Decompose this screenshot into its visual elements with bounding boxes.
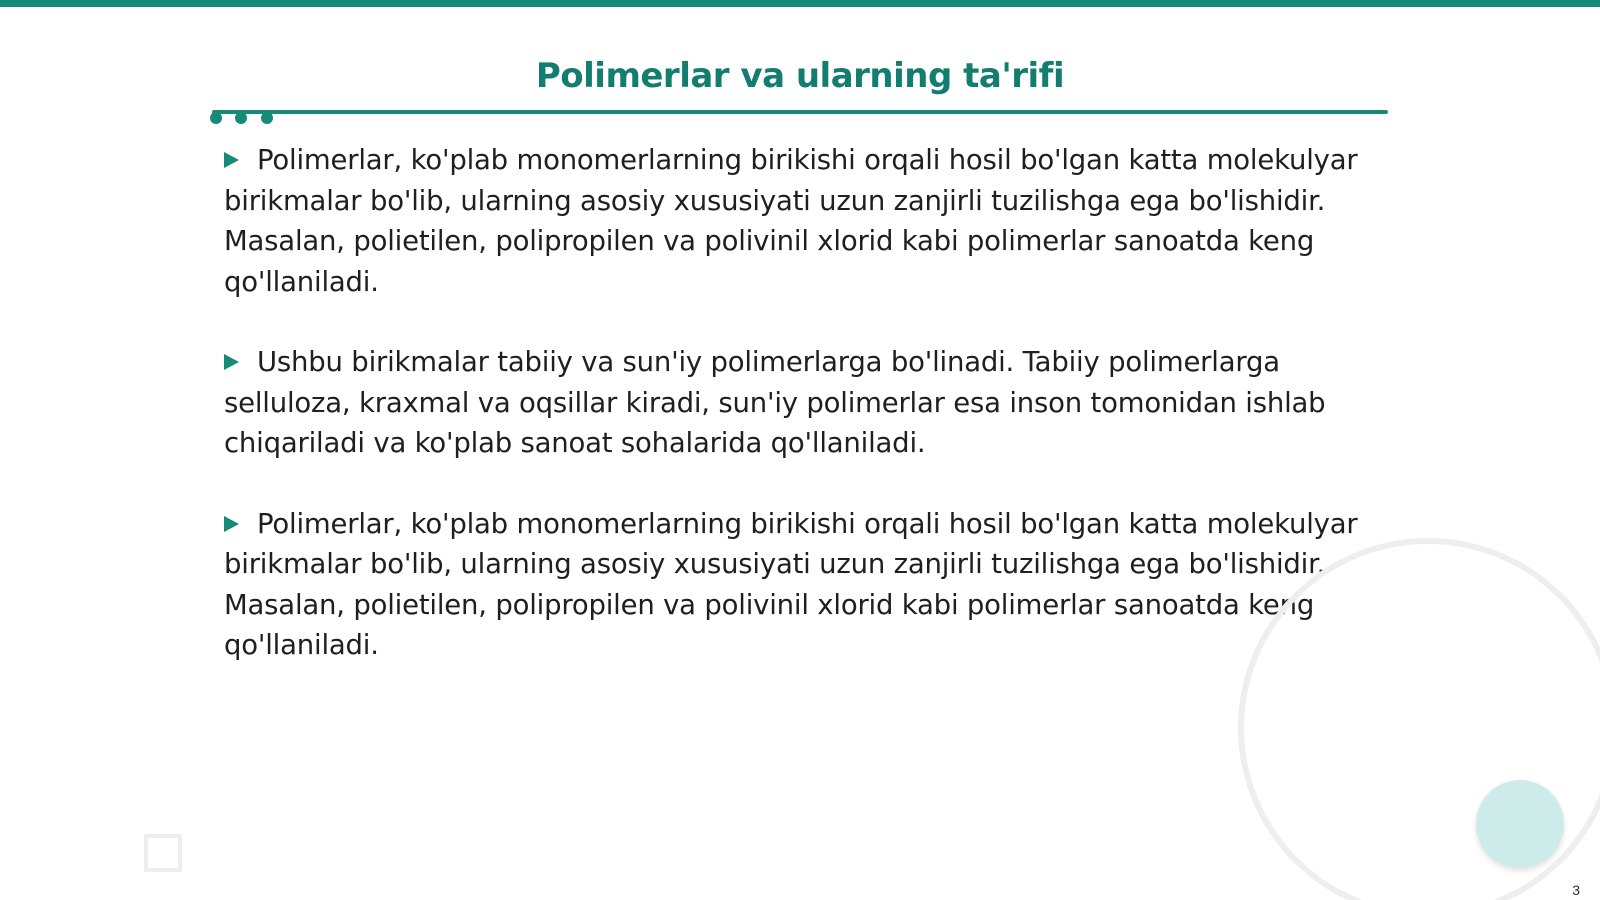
bullet-list (224, 140, 1364, 706)
bullet-item (224, 140, 1364, 302)
decorative-square (144, 834, 182, 872)
title-dot (261, 112, 273, 124)
bullet-text: Polimerlar, ko'plab monomerlarning birikishi orqali hosil bo'lgan katta molekulyar birikmalar bo'lib, ularning asosiy xususiyati uzun zanjirli tuzilishga ega bo'lishidir. Masalan, polietilen, polipropilen va polivinil xlorid kabi polimerlar sanoatda keng qo'llaniladi. (224, 144, 1358, 298)
bullet-text: Polimerlar, ko'plab monomerlarning birikishi orqali hosil bo'lgan katta molekulyar birikmalar bo'lib, ularning asosiy xususiyati uzun zanjirli tuzilishga ega bo'lishidir. Masalan, polietilen, polipropilen va polivinil xlorid kabi polimerlar sanoatda keng qo'llaniladi. (224, 507, 1358, 661)
top-accent-bar (0, 0, 1600, 7)
title-dot (210, 112, 222, 124)
title-dot (235, 112, 247, 124)
triangle-right-icon (224, 354, 239, 370)
bullet-item (224, 342, 1364, 464)
page-number: 3 (1572, 882, 1580, 898)
title-underline (212, 110, 1388, 114)
triangle-right-icon (224, 516, 239, 532)
bullet-item (224, 504, 1364, 666)
bullet-text: Ushbu birikmalar tabiiy va sun'iy polimerlarga bo'linadi. Tabiiy polimerlarga selluloza, kraxmal va oqsillar kiradi, sun'iy polimerlar esa inson tomonidan ishlab chiqariladi va ko'plab sanoat sohalarida qo'llaniladi. (224, 346, 1326, 459)
slide-title: Polimerlar va ularning ta'rifi (535, 56, 1065, 96)
triangle-right-icon (224, 152, 239, 168)
decorative-circle (1476, 780, 1564, 868)
